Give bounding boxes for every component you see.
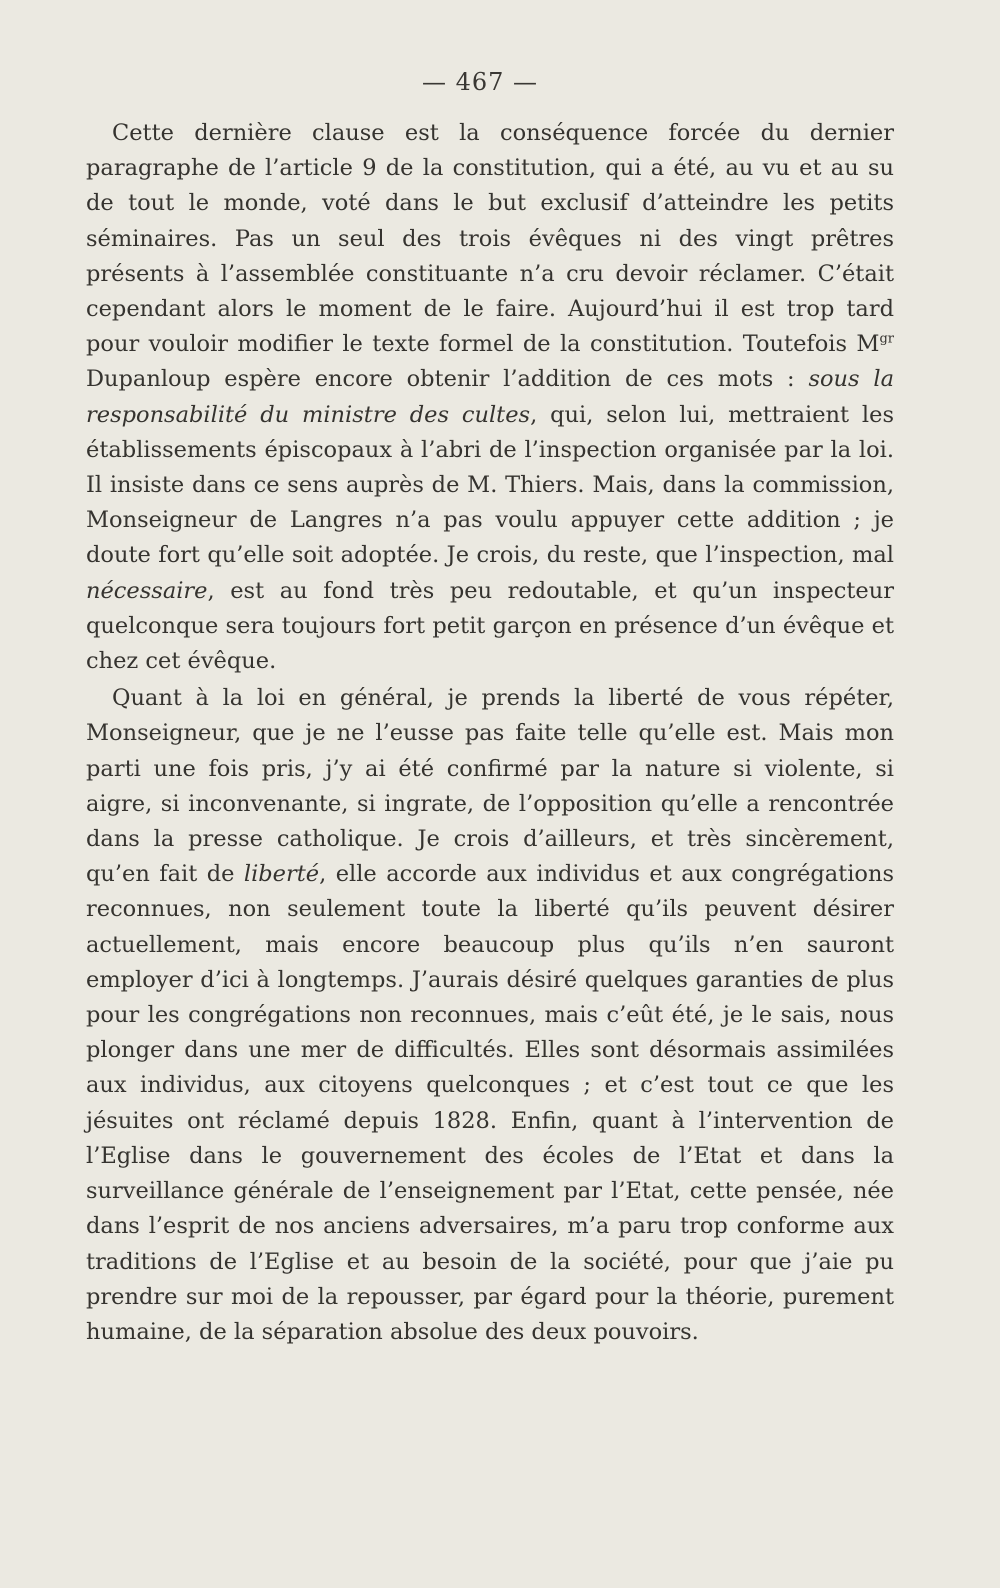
italic-phrase: sous la responsabilité du ministre des cultes bbox=[86, 366, 894, 428]
text-segment: , qui, selon lui, mettraient les établissements épiscopaux à l’abri de l’inspection organisée par la loi. Il insiste dans ce sens auprès de M. Thiers. Mais, dans la commission, Monseigneur de Langres n’a pas voulu appuyer cette addition ; je doute fort qu’elle soit adoptée. Je crois, du reste, que l’inspection, mal bbox=[86, 401, 894, 569]
paragraph bbox=[86, 681, 894, 1350]
text-segment: Cette dernière clause est la conséquence forcée du dernier paragraphe de l’article 9 de la constitution, qui a été, au vu et au su de tout le monde, voté dans le but exclusif d’atteindre les petits séminaires. Pas un seul des trois évêques ni des vingt prêtres présents à l’assemblée constituante n’a cru devoir réclamer. C’était cependant alors le moment de le faire. Aujourd’hui il est trop tard pour vouloir modifier le texte formel de la constitution. Toutefois M bbox=[86, 120, 894, 358]
text-segment: , elle accorde aux individus et aux congrégations reconnues, non seulement toute la liberté qu’ils peuvent désirer actuellement, mais encore beaucoup plus qu’ils n’en sauront employer d’ici à longtemps. J’aurais désiré quelques garanties de plus pour les congrégations non reconnues, mais c’eût été, je le sais, nous plonger dans une mer de difficultés. Elles sont désormais assimilées aux individus, aux citoyens quelconques ; et c’est tout ce que les jésuites ont réclamé depuis 1828. Enfin, quant à l’intervention de l’Eglise dans le gouvernement des écoles de l’Etat et dans la surveillance générale de l’enseignement par l’Etat, cette pensée, née dans l’esprit de nos anciens adversaires, m’a paru trop conforme aux traditions de l’Eglise et au besoin de la société, pour que j’aie pu prendre sur moi de la repousser, par égard pour la théorie, purement humaine, de la séparation absolue des deux pouvoirs. bbox=[86, 861, 894, 1345]
italic-phrase: liberté bbox=[243, 861, 320, 888]
body-text bbox=[86, 116, 894, 1350]
text-segment: , est au fond très peu redoutable, et qu’un inspecteur quelconque sera toujours fort petit garçon en présence d’un évêque et chez cet évêque. bbox=[86, 577, 894, 675]
page-number: — 467 — bbox=[421, 68, 539, 96]
text-segment: Dupanloup espère encore obtenir l’addition de ces mots : bbox=[86, 366, 809, 393]
paragraph bbox=[86, 116, 894, 679]
text-segment: Quant à la loi en général, je prends la liberté de vous répéter, Monseigneur, que je ne l’eusse pas faite telle qu’elle est. Mais mon parti une fois pris, j’y ai été confirmé par la nature si violente, si aigre, si inconvenante, si ingrate, de l’opposition qu’elle a rencontrée dans la presse catholique. Je crois d’ailleurs, et très sincèrement, qu’en fait de bbox=[86, 685, 894, 888]
italic-phrase: nécessaire bbox=[86, 577, 208, 604]
superscript-abbreviation: gr bbox=[879, 331, 894, 347]
